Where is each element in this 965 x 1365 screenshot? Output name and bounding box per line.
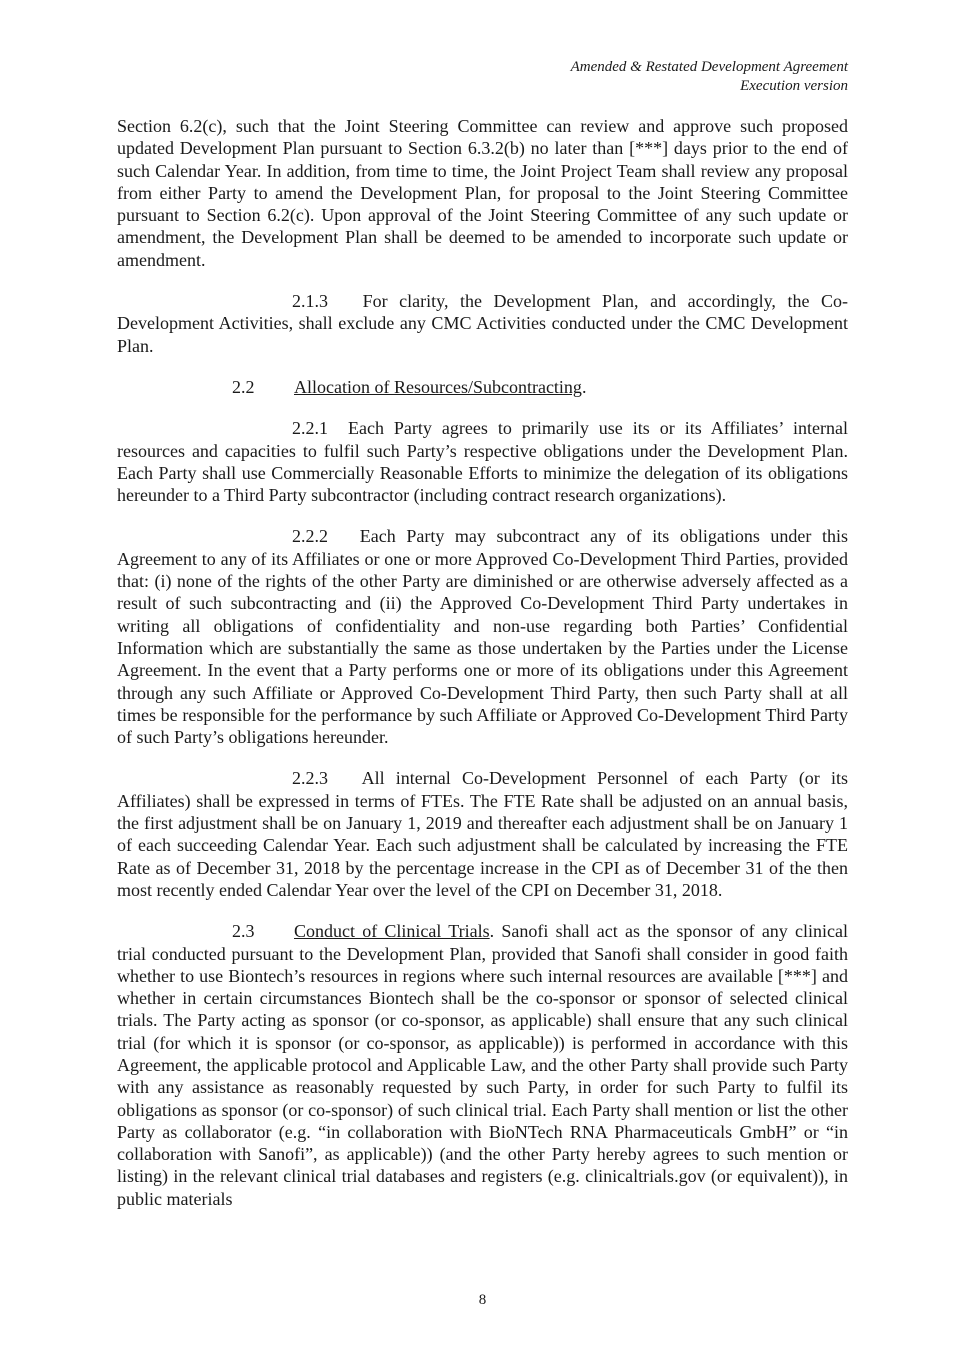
section-text: Each Party may subcontract any of its obligations under this Agreement to any of its Affiliates or one or more Approved Co-Development Third Parties, provided that: (i) none of the rights of the other Party are diminished or are otherwise adversely affected as a result of such subcontracting and (ii) the Approved Co-Development Third Party undertakes in writing all obligations of confidentiality and non-use regarding both Parties’ Confidential Information which are substantially the same as those undertaken by the Parties under the License Agreement. In the event that a Party performs one or more of its obligations under this Agreement through any such Affiliate or Approved Co-Development Third Party, then such Party shall at all times be responsible for the performance by such Affiliate or Approved Co-Development Third Party of such Party’s obligations hereunder. xyxy=(117,526,849,748)
section-text: For clarity, the Development Plan, and accordingly, the Co-Development Activities, shall exclude any CMC Activities conducted under the CMC Development Plan. xyxy=(117,291,849,356)
section-title: Conduct of Clinical Trials xyxy=(294,921,490,942)
header-version: Execution version xyxy=(740,78,848,94)
section-number: 2.3 xyxy=(232,921,255,942)
section-number: 2.2.3 xyxy=(292,768,328,789)
section-2-2-1 xyxy=(117,417,848,506)
section-text: Each Party agrees to primarily use its or its Affiliates’ internal resources and capacities to fulfil such Party’s respective obligations under the Development Plan. Each Party shall use Commercially Reasonable Efforts to minimize the delegation of its obligations hereunder to a Third Party subcontractor (including contract research organizations). xyxy=(117,418,848,506)
section-title: Allocation of Resources/Subcontracting xyxy=(294,376,582,397)
section-2-2-heading xyxy=(117,376,848,398)
section-number: 2.2.1 xyxy=(292,418,328,439)
section-number: 2.2 xyxy=(232,376,255,397)
section-2-3 xyxy=(117,920,848,1210)
section-2-2-3 xyxy=(117,767,848,901)
section-number: 2.1.3 xyxy=(292,291,328,312)
section-number: 2.2.2 xyxy=(292,526,328,547)
document-header xyxy=(571,58,848,96)
section-text: All internal Co-Development Personnel of each Party (or its Affiliates) shall be expressed in terms of FTEs. The FTE Rate shall be adjusted on an annual basis, the first adjustment shall be on January 1, 2019 and thereafter each adjustment shall be on January 1 of each succeeding Calendar Year. Each such adjustment shall be calculated by increasing the FTE Rate as of December 31, 2018 by the percentage increase in the CPI as of December 31 of the then most recently ended Calendar Year over the level of the CPI on December 31, 2018. xyxy=(117,768,848,900)
document-body xyxy=(117,115,848,1229)
paragraph-continuation: Section 6.2(c), such that the Joint Steering Committee can review and approve such proposed updated Development Plan pursuant to Section 6.3.2(b) no later than [***] days prior to the end of such Calendar Year. In addition, from time to time, the Joint Project Team shall review any proposal from either Party to amend the Development Plan, for proposal to the Joint Steering Committee pursuant to Section 6.2(c). Upon approval of the Joint Steering Committee of any such update or amendment, the Development Plan shall be deemed to be amended to incorporate such update or amendment. xyxy=(117,116,848,270)
section-2-2-2 xyxy=(117,525,848,748)
section-2-1-3 xyxy=(117,290,848,357)
page-number: 8 xyxy=(478,1292,487,1308)
section-text: . Sanofi shall act as the sponsor of any clinical trial conducted pursuant to the Development Plan, provided that Sanofi shall consider in good faith whether to use Biontech’s resources in regions where such internal resources are available [***] and whether in certain circumstances Biontech shall be the co-sponsor or sponsor of selected clinical trials. The Party acting as sponsor (or co-sponsor, as applicable) shall ensure that any such clinical trial (for which it is sponsor (or co-sponsor, as applicable)) is performed in accordance with this Agreement, the applicable protocol and Applicable Law, and the other Party shall provide such Party with any assistance as reasonably requested by such Party, in order for such Party to fulfil its obligations as sponsor (or co-sponsor) of such clinical trial. Each Party shall mention or list the other Party as collaborator (e.g. “in collaboration with BioNTech RNA Pharmaceuticals GmbH” or “in collaboration with Sanofi”, as applicable)) (and the other Party hereby agrees to such mention or listing) in the relevant clinical trial databases and registers (e.g. clinicaltrials.gov (or equivalent)), in public materials xyxy=(117,921,848,1209)
header-title: Amended & Restated Development Agreement xyxy=(570,59,848,75)
section-title-period: . xyxy=(581,376,587,397)
